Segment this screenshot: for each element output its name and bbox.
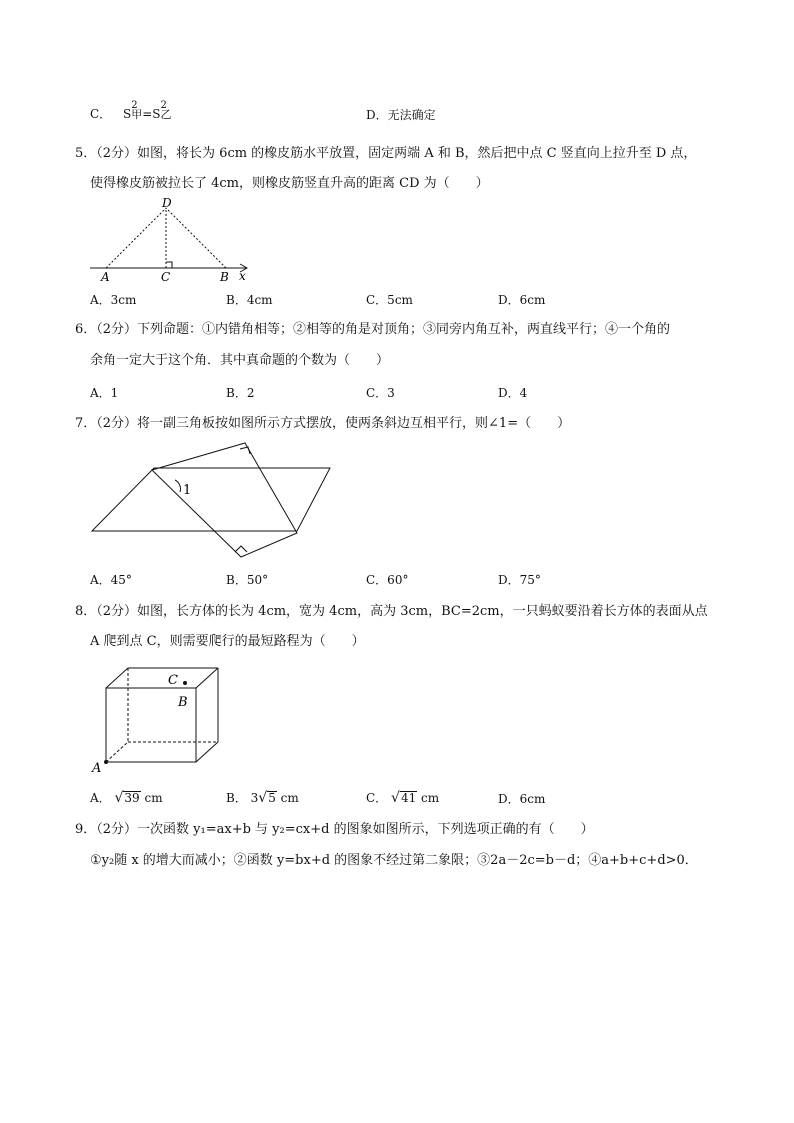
q7-option-a: A．45° [90,573,132,587]
q9-stem-line1: 9．（2分）一次函数 y₁=ax+b 与 y₂=cx+d 的图象如图所示，下列选项正确的有（ ） [75,822,594,837]
subscript: 甲 [131,108,143,121]
coefficient: 3 [250,791,259,805]
triangle-45-90 [152,443,297,557]
q4-option-c [90,100,172,123]
superscript: 2 [131,100,138,111]
top-right-edge [196,668,218,688]
label-b: B [220,270,229,284]
radicand: 41 [400,791,417,805]
option-label: C． [90,107,112,121]
q5-option-a: A．3cm [90,293,137,307]
q5-option-c: C．5cm [366,293,413,307]
q7-option-c: C．60° [366,573,409,587]
label-x: x [239,269,246,283]
q6-option-d: D．4 [498,386,528,400]
q7-option-b: B．50° [226,573,269,587]
right-angle-mark [166,262,172,268]
q5-option-b: B．4cm [226,293,273,307]
equals: =S [142,107,161,121]
label-a: A [92,761,102,776]
q5-option-d: D．6cm [498,293,546,307]
q6-stem-line2: 余角一定大于这个角．其中真命题的个数为（ ） [90,353,390,368]
label-c: C [168,673,178,688]
q5-stem-line2: 使得橡皮筋被拉长了 4cm，则橡皮筋竖直升高的距离 CD 为（ ） [90,176,489,191]
option-label: A． [90,791,111,805]
q8-stem-line1: 8．（2分）如图，长方体的长为 4cm，宽为 4cm，高为 3cm，BC=2cm，一只蚂蚁要沿着长方体的表面从点 [75,604,708,619]
q8-option-a [90,790,163,806]
q8-option-b [226,790,299,806]
superscript: 2 [160,100,167,111]
q5-figure [88,198,258,284]
unit: cm [140,791,163,805]
angle-label-1: 1 [183,483,192,498]
option-label: C． [366,791,388,805]
bottom-right-edge [196,742,218,762]
q6-option-b: B．2 [226,386,255,400]
q6-option-a: A．1 [90,386,119,400]
label-b: B [178,695,188,710]
angle-arc [175,480,180,492]
option-label: B． [226,791,247,805]
segment-bd [166,208,226,268]
sqrt-sign: √ [258,790,268,806]
q8-option-c [366,790,439,806]
segment-ad [106,208,166,268]
q6-option-c: C．3 [366,386,395,400]
point-c [183,681,187,685]
q7-stem-line1: 7．（2分）将一副三角板按如图所示方式摆放，使两条斜边互相平行，则∠1=（ ） [75,416,571,431]
q8-option-d: D．6cm [498,792,546,806]
sqrt-sign: √ [391,790,400,806]
subscript: 乙 [160,108,172,121]
q7-option-d: D．75° [498,573,541,587]
unit: cm [276,791,299,805]
q6-stem-line1: 6．（2分）下列命题：①内错角相等；②相等的角是对顶角；③同旁内角互补，两直线平行；④一个角的 [75,322,671,337]
label-d: D [162,196,172,210]
q7-figure [90,440,340,560]
q4-option-d: D．无法确定 [366,108,436,122]
variance-symbol: S [123,107,132,121]
unit: cm [417,791,440,805]
label-c: C [161,270,171,284]
radicand: 5 [268,791,276,805]
q5-stem-line1: 5．（2分）如图，将长为 6cm 的橡皮筋水平放置，固定两端 A 和 B，然后把中点 C 竖直向上拉升至 D 点， [75,146,697,161]
top-left-edge [106,668,128,688]
hidden-depth-edge [106,742,128,762]
right-angle-mark-top [240,447,250,454]
right-angle-mark-bottom [235,546,247,552]
radicand: 39 [124,791,140,805]
q9-stem-line2: ①y₂随 x 的增大而减小；②函数 y=bx+d 的图象不经过第二象限；③2a－2c=b－d；④a+b+c+d>0． [90,853,698,868]
point-a [104,760,108,764]
sqrt-sign: √ [114,790,124,806]
triangle-30-60 [92,468,330,531]
label-a: A [101,270,110,284]
q8-cuboid-figure [90,664,210,774]
q8-stem-line2: A 爬到点 C，则需要爬行的最短路程为（ ） [90,634,365,649]
